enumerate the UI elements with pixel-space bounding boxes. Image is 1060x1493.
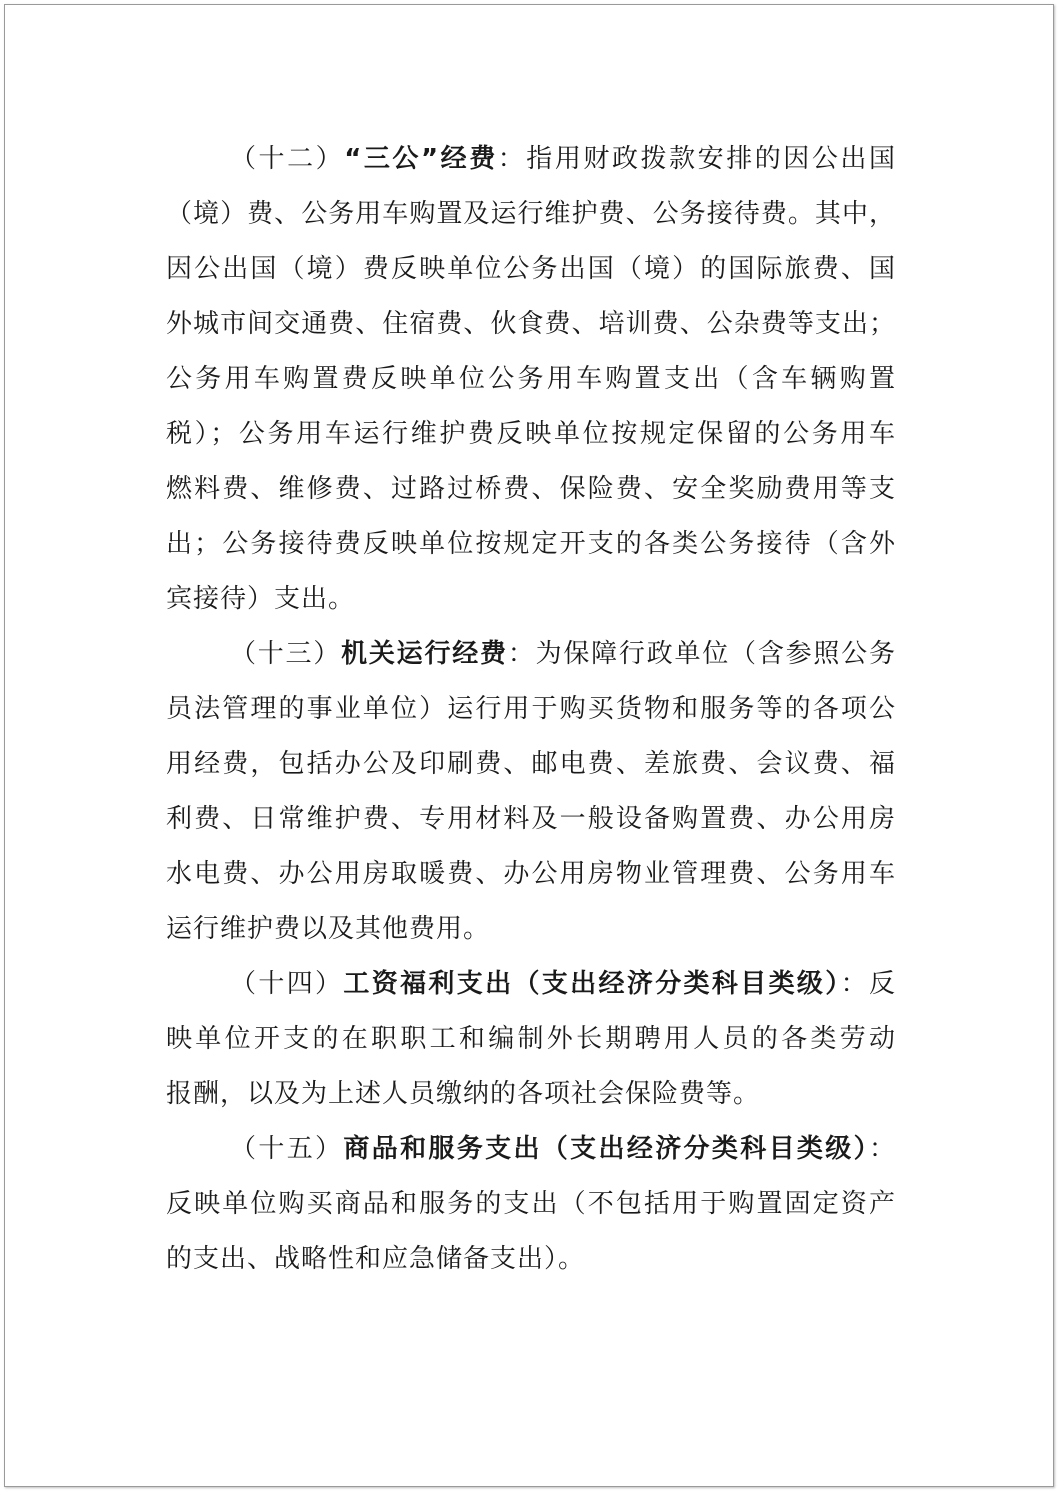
paragraph-line: 税）；公务用车运行维护费反映单位按规定保留的公务用车	[166, 419, 896, 449]
paragraph-line: 利费、日常维护费、专用材料及一般设备购置费、办公用房	[166, 804, 896, 834]
paragraph-fifteen	[166, 1122, 896, 1287]
paragraph-thirteen	[166, 627, 896, 957]
section-number: （十五）	[230, 1134, 344, 1164]
defined-term: 工资福利支出（支出经济分类科目类级）	[343, 969, 841, 999]
paragraph-line: 因公出国（境）费反映单位公务出国（境）的国际旅费、国	[166, 254, 896, 284]
paragraph-line	[166, 132, 896, 187]
definition-text: ：	[868, 1134, 896, 1164]
paragraph-line: 报酬，以及为上述人员缴纳的各项社会保险费等。	[166, 1079, 761, 1109]
section-number: （十四）	[230, 969, 344, 999]
paragraph-line: 水电费、办公用房取暖费、办公用房物业管理费、公务用车	[166, 859, 896, 889]
paragraph-line: 公务用车购置费反映单位公务用车购置支出（含车辆购置	[166, 364, 896, 394]
section-number: （十三）	[230, 639, 342, 669]
paragraph-line	[166, 957, 896, 1012]
document-body	[166, 132, 896, 1287]
defined-term: “三公”经费	[344, 144, 498, 174]
paragraph-line: 宾接待）支出。	[166, 584, 356, 614]
defined-term: 机关运行经费	[341, 639, 508, 669]
paragraph-line: 的支出、战略性和应急储备支出）。	[166, 1244, 586, 1274]
paragraph-line: 映单位开支的在职职工和编制外长期聘用人员的各类劳动	[166, 1024, 896, 1054]
paragraph-line: （境）费、公务用车购置及运行维护费、公务接待费。其中，	[166, 199, 896, 229]
paragraph-twelve	[166, 132, 896, 627]
definition-text: ：反	[840, 969, 896, 999]
paragraph-line: 运行维护费以及其他费用。	[166, 914, 491, 944]
paragraph-line: 员法管理的事业单位）运行用于购买货物和服务等的各项公	[166, 694, 896, 724]
paragraph-line: 外城市间交通费、住宿费、伙食费、培训费、公杂费等支出；	[166, 309, 896, 339]
definition-text: ：指用财政拨款安排的因公出国	[497, 144, 896, 174]
paragraph-line	[166, 1122, 896, 1177]
paragraph-line	[166, 627, 896, 682]
paragraph-line: 燃料费、维修费、过路过桥费、保险费、安全奖励费用等支	[166, 474, 896, 504]
paragraph-fourteen	[166, 957, 896, 1122]
paragraph-line: 出；公务接待费反映单位按规定开支的各类公务接待（含外	[166, 529, 896, 559]
defined-term: 商品和服务支出（支出经济分类科目类级）	[343, 1134, 869, 1164]
section-number: （十二）	[230, 144, 345, 174]
paragraph-line: 反映单位购买商品和服务的支出（不包括用于购置固定资产	[166, 1189, 896, 1219]
paragraph-line: 用经费，包括办公及印刷费、邮电费、差旅费、会议费、福	[166, 749, 896, 779]
definition-text: ：为保障行政单位（含参照公务	[507, 639, 896, 669]
